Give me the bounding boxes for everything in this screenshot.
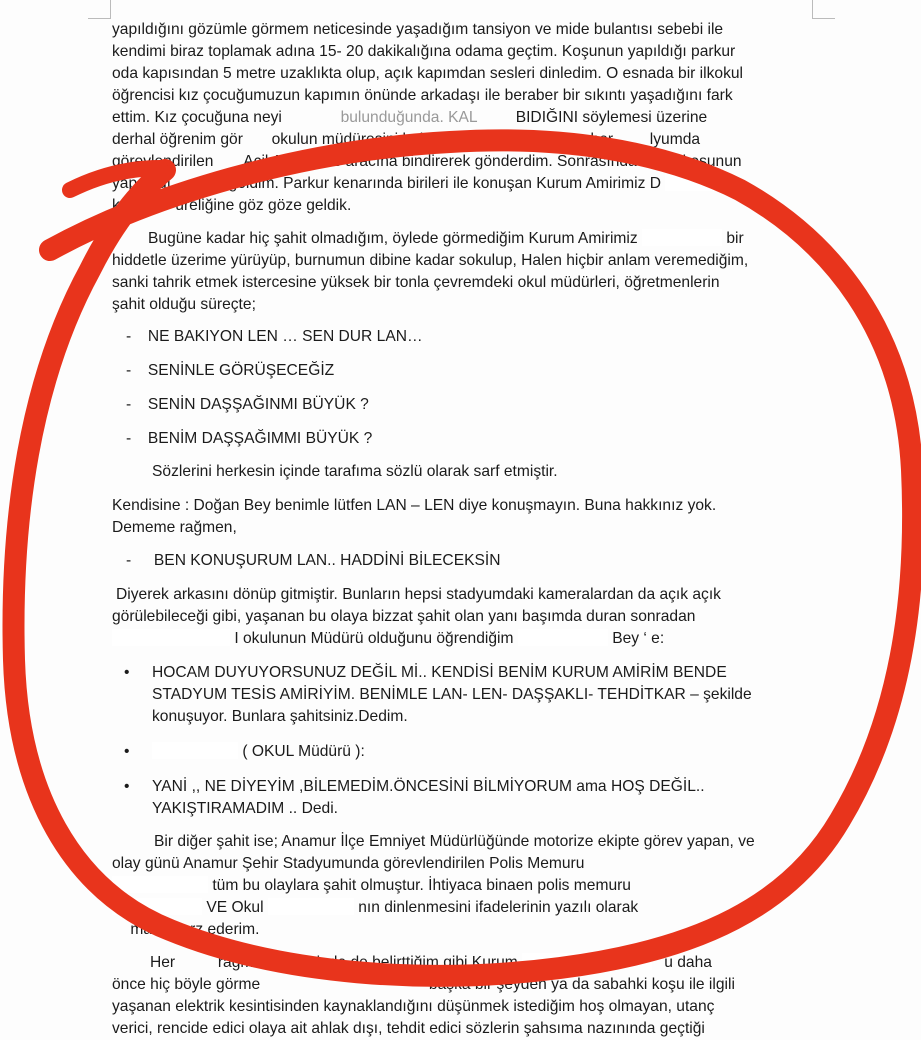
crop-mark-left xyxy=(88,0,111,19)
bullet-item xyxy=(124,776,129,798)
text-fragment: okulun müdüresini bularak olayı anlattım, beraber xyxy=(271,131,614,148)
text-fragment: masını arz ederim. xyxy=(130,921,260,938)
text-line xyxy=(112,107,707,129)
bullet-marker: • xyxy=(124,664,130,681)
list-item xyxy=(126,394,369,416)
text-fragment: Bey ‘ e: xyxy=(612,630,665,647)
text-line xyxy=(112,195,351,217)
bullet-marker: • xyxy=(124,778,130,795)
text-fragment: ara geldim. Parkur kenarında birileri ile konuşan Kurum Amirimiz D xyxy=(201,175,661,192)
text-fragment: bir xyxy=(726,230,744,247)
bullet-text-line: YAKIŞTIRAMADIM .. Dedi. xyxy=(152,800,339,817)
bullet-text-line: YANİ ,, NE DİYEYİM ,BİLEMEDİM.ÖNCESİNİ BİLMİYORUM ama HOŞ DEĞİL.. xyxy=(152,778,705,795)
text-line: görülebileceği gibi, yaşanan bu olaya bizzat şahit olan yanı başımda duran sonradan xyxy=(112,608,696,625)
text-line xyxy=(148,228,744,250)
text-fragment: nın dinlenmesini ifadelerinin yazılı olarak xyxy=(358,899,639,916)
bullet-text-line: STADYUM TESİS AMİRİYİM. BENİMLE LAN- LEN- DAŞŞAKLI- TEHDİTKAR – şekilde xyxy=(152,686,752,703)
text-line: Dememe rağmen, xyxy=(112,519,237,536)
text-fragment: derhal öğrenim gör xyxy=(112,131,243,148)
text-line xyxy=(112,919,259,941)
text-fragment: VE Okul xyxy=(206,899,264,916)
redaction xyxy=(522,953,652,970)
text-line xyxy=(112,897,638,919)
text-line: hiddetle üzerime yürüyüp, burnumun dibine kadar sokulup, Halen hiçbir anlam veremediğim, xyxy=(112,252,749,269)
text-fragment: ile xyxy=(729,175,746,192)
redaction xyxy=(152,742,238,759)
text-line: Sözlerini herkesin içinde tarafıma sözlü olarak sarf etmiştir. xyxy=(152,463,558,480)
text-line xyxy=(112,974,735,996)
text-fragment: I okulunun Müdürü olduğunu öğrendiğim xyxy=(234,630,514,647)
list-item xyxy=(126,326,423,348)
bullet-text-line xyxy=(152,741,365,763)
list-item-text: BENİM DAŞŞAĞIMMI BÜYÜK ? xyxy=(147,430,373,447)
text-fragment: Acil Ambulans aracına bindirerek gönderdim. Sonrasında tek xyxy=(243,153,662,170)
text-line: Diyerek arkasını dönüp gitmiştir. Bunların hepsi stadyumdaki kameralardan da açık açık xyxy=(116,586,721,603)
text-fragment: ‘ u daha xyxy=(656,954,712,971)
text-line: Bir diğer şahit ise; Anamur İlçe Emniyet Müdürlüğünde motorize ekipte görev yapan, ve xyxy=(154,833,755,850)
bullet-marker: • xyxy=(124,743,130,760)
redaction xyxy=(112,629,230,646)
text-line: kendimi biraz toplamak adına 15- 20 dakikalığına odama geçtim. Koşunun yapıldığı parkur xyxy=(112,43,736,60)
redaction xyxy=(518,629,608,646)
dash-marker: - xyxy=(126,328,132,345)
text-fragment: başka bir şeyden ya da sabahki koşu ile ilgili xyxy=(428,976,735,993)
crop-mark-right xyxy=(812,0,835,19)
text-fragment: bulunduğunda. KAL xyxy=(340,109,478,126)
list-item xyxy=(126,428,372,450)
dash-marker: - xyxy=(126,430,132,447)
text-line xyxy=(112,875,631,897)
dash-marker: - xyxy=(126,396,132,413)
text-fragment: ettim. Kız çocuğuna neyi xyxy=(112,109,282,126)
text-fragment: lyumda xyxy=(649,131,701,148)
redaction xyxy=(642,229,722,246)
text-fragment: Her xyxy=(150,954,176,971)
list-item-text: SENİNLE GÖRÜŞECEĞİZ xyxy=(147,362,335,379)
redaction xyxy=(665,174,725,191)
text-line: oda kapısından 5 metre uzaklıkta olup, açık kapımdan sesleri dinledim. O esnada bir ilkokul xyxy=(112,65,744,82)
text-line xyxy=(112,151,742,173)
bullet-item xyxy=(124,741,129,763)
text-line xyxy=(150,952,712,974)
text-fragment: Bugüne kadar hiç şahit olmadığım, öylede görmediğim Kurum Amirimiz xyxy=(148,230,638,247)
redaction xyxy=(112,876,208,893)
bullet-item xyxy=(124,662,129,684)
text-fragment: koşunun xyxy=(682,153,742,170)
redaction xyxy=(268,898,354,915)
text-fragment: görevlendirilen xyxy=(112,153,214,170)
text-line: yapıldığını gözümle görmem neticesinde yaşadığım tansiyon ve mide bulantısı sebebi ile xyxy=(112,21,724,38)
redaction xyxy=(112,898,202,915)
text-line: yaşanan elektrik kesintisinden kaynaklandığını düşünmek istediğim hoş olmayan, utanç xyxy=(112,998,715,1015)
list-item xyxy=(126,550,501,572)
text-fragment: tüm bu olaylara şahit olmuştur. İhtiyaca binaen polis memuru xyxy=(212,877,631,894)
text-fragment: rağmen öncesinde de belirttiğim gibi Kurum xyxy=(217,954,518,971)
dash-marker: - xyxy=(126,362,132,379)
text-line: Kendisine : Doğan Bey benimle lütfen LAN – LEN diye konuşmayın. Buna hakkınız yok. xyxy=(112,497,717,514)
list-item-text: NE BAKIYON LEN … SEN DUR LAN… xyxy=(147,328,423,345)
text-fragment: önce hiç böyle görme xyxy=(112,976,261,993)
text-fragment: BIDIĞINI söylemesi üzerine xyxy=(515,109,708,126)
text-fragment: ( OKUL Müdürü ): xyxy=(242,743,365,760)
text-fragment: yapıldığı xyxy=(112,175,171,192)
text-line: verici, rencide edici olaya ait ahlak dışı, tehdit edici sözlerin şahsıma nazınında geçtiği xyxy=(112,1020,705,1037)
list-item-text: SENİN DAŞŞAĞINMI BÜYÜK ? xyxy=(147,396,369,413)
text-line: öğrencisi kız çocuğumuzun kapımın önünde arkadaşı ile beraber bir sıkıntı yaşadığını fark xyxy=(112,87,733,104)
text-line: şahit olduğu süreçte; xyxy=(112,296,256,313)
dash-marker: - xyxy=(126,552,132,569)
text-fragment: üreliğine göz göze geldik. xyxy=(175,197,352,214)
list-item-text: BEN KONUŞURUM LAN.. HADDİNİ BİLECEKSİN xyxy=(153,552,501,569)
text-line xyxy=(112,173,745,195)
bullet-text-line: HOCAM DUYUYORSUNUZ DEĞİL Mİ.. KENDİSİ BENİM KURUM AMİRİM BENDE xyxy=(152,664,727,681)
text-line: olay günü Anamur Şehir Stadyumunda görevlendirilen Polis Memuru xyxy=(112,855,585,872)
text-fragment: kısa xyxy=(112,197,141,214)
text-line xyxy=(112,129,700,151)
text-line xyxy=(112,628,664,650)
bullet-text-line: konuşuyor. Bunlara şahitsiniz.Dedim. xyxy=(152,708,408,725)
list-item xyxy=(126,360,334,382)
text-line: sanki tahrik etmek istercesine yüksek bir tonla çevremdeki okul müdürleri, öğretmenlerin xyxy=(112,274,720,291)
